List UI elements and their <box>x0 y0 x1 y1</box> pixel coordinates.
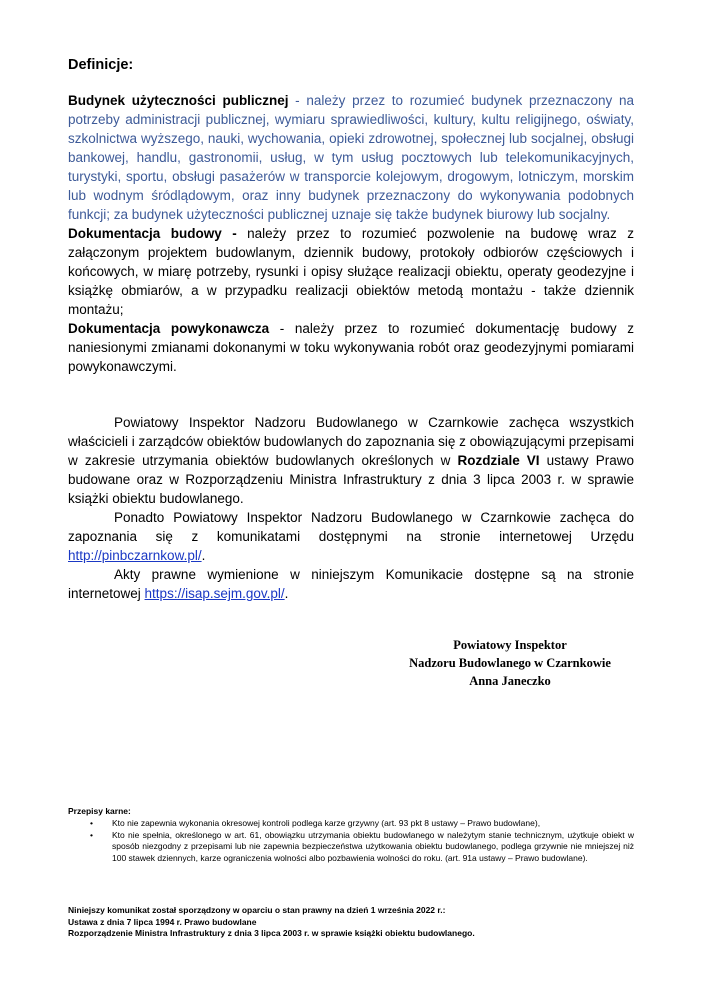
signature-line-2: Nadzoru Budowlanego w Czarnkowie <box>409 656 611 670</box>
penalties-title: Przepisy karne: <box>68 806 131 816</box>
definition-construction-docs <box>68 224 634 319</box>
definition-as-built-docs <box>68 319 634 376</box>
office-website-link[interactable]: http://pinbczarnkow.pl/ <box>68 548 202 563</box>
paragraph-legal-acts <box>68 565 634 603</box>
footer-line-3: Rozporządzenie Ministra Infrastruktury z dnia 3 lipca 2003 r. w sprawie książki obiektu budowlanego. <box>68 928 475 938</box>
legal-basis-footer <box>68 905 634 940</box>
definition-separator: - <box>288 93 307 108</box>
definition-term: Budynek użyteczności publicznej <box>68 93 289 108</box>
definition-text: - należy przez to rozumieć dokumentację budowy z naniesionymi zmianami dokonanymi w toku wykonywania robót oraz geodezyjnymi pomiarami powykonawczymi. <box>68 321 634 374</box>
definitions-section <box>68 91 634 376</box>
paragraph-text: Ponadto Powiatowy Inspektor Nadzoru Budowlanego w Czarnkowie zachęca do zapoznania się z komunikatami dostępnymi na stronie internetowej Urzędu <box>68 510 634 544</box>
paragraph-text: ustawy Prawo budowane oraz w Rozporządzeniu Ministra Infrastruktury z dnia 3 lipca 2003 r. w sprawie książki obiektu budowlanego. <box>68 453 634 506</box>
signature-line-3: Anna Janeczko <box>469 674 551 688</box>
list-item <box>68 818 634 830</box>
definition-public-building <box>68 91 634 224</box>
body-section <box>68 413 634 603</box>
penalties-list <box>68 818 634 864</box>
list-item-text: Kto nie zapewnia wykonania okresowej kontroli podlega karze grzywny (art. 93 pkt 8 ustawy – Prawo budowlane), <box>112 818 541 828</box>
paragraph-text: Powiatowy Inspektor Nadzoru Budowlanego w Czarnkowie zachęca wszystkich właścicieli i zarządców obiektów budowlanych do zapoznania się z obowiązującymi przepisami w zakresie utrzymania obiektów budowlanych określonych w <box>68 415 634 468</box>
definition-text: należy przez to rozumieć budynek przeznaczony na potrzeby administracji publicznej, wymiaru sprawiedliwości, kultury, kultu religijnego, oświaty, szkolnictwa wyższego, nauki, wychowania, opieki zdrowotnej, społecznej lub socjalnej, obsługi bankowej, handlu, gastronomii, usług, w tym usług pocztowych lub telekomunikacyjnych, turystyki, sportu, obsługi pasażerów w transporcie kolejowym, drogowym, lotniczym, morskim lub wodnym śródlądowym, oraz inny budynek przeznaczony do wykonywania podobnych funkcji; za budynek użyteczności publicznej uznaje się także budynek biurowy lub socjalny. <box>68 93 634 222</box>
bullet-icon: • <box>90 818 93 828</box>
signature-block <box>400 636 620 690</box>
paragraph-end: . <box>284 586 289 601</box>
signature-line-1: Powiatowy Inspektor <box>453 638 567 652</box>
paragraph-encouragement <box>68 413 634 508</box>
list-item-text: Kto nie spełnia, określonego w art. 61, obowiązku utrzymania obiektu budowlanego w należytym stanie technicznym, użytkuje obiekt w sposób niezgodny z przepisami lub nie zapewnia bezpieczeństwa użytkowania obiektu budowlanego, podlega grzywnie nie mniejszej niż 100 stawek dziennych, karze ograniczenia wolności albo pozbawienia wolności do roku. (art. 91a ustawy – Prawo budowlane). <box>112 829 634 863</box>
chapter-reference: Rozdziale VI <box>457 453 540 468</box>
footer-line-2: Ustawa z dnia 7 lipca 1994 r. Prawo budowlane <box>68 916 257 927</box>
paragraph-text: Akty prawne wymienione w niniejszym Komunikacie dostępne są na stronie internetowej <box>68 567 634 601</box>
definition-term: Dokumentacja budowy - <box>68 226 237 241</box>
paragraph-website <box>68 508 634 565</box>
list-item <box>68 830 634 865</box>
footer-line-1: Niniejszy komunikat został sporządzony w oparciu o stan prawny na dzień 1 września 2022 r.: <box>68 905 446 915</box>
definition-text: należy przez to rozumieć pozwolenie na budowę wraz z załączonym projektem budowlanym, dziennik budowy, protokoły odbiorów częściowych i końcowych, w miarę potrzeby, rysunki i opisy służące realizacji obiektu, operaty geodezyjne i książkę obmiarów, a w przypadku realizacji obiektów metodą montażu - także dziennik montażu; <box>68 226 634 317</box>
paragraph-end: . <box>201 548 206 563</box>
isap-website-link[interactable]: https://isap.sejm.gov.pl/ <box>144 586 285 601</box>
page-title: Definicje: <box>68 57 134 73</box>
definition-term: Dokumentacja powykonawcza <box>68 321 270 336</box>
bullet-icon: • <box>90 829 93 840</box>
